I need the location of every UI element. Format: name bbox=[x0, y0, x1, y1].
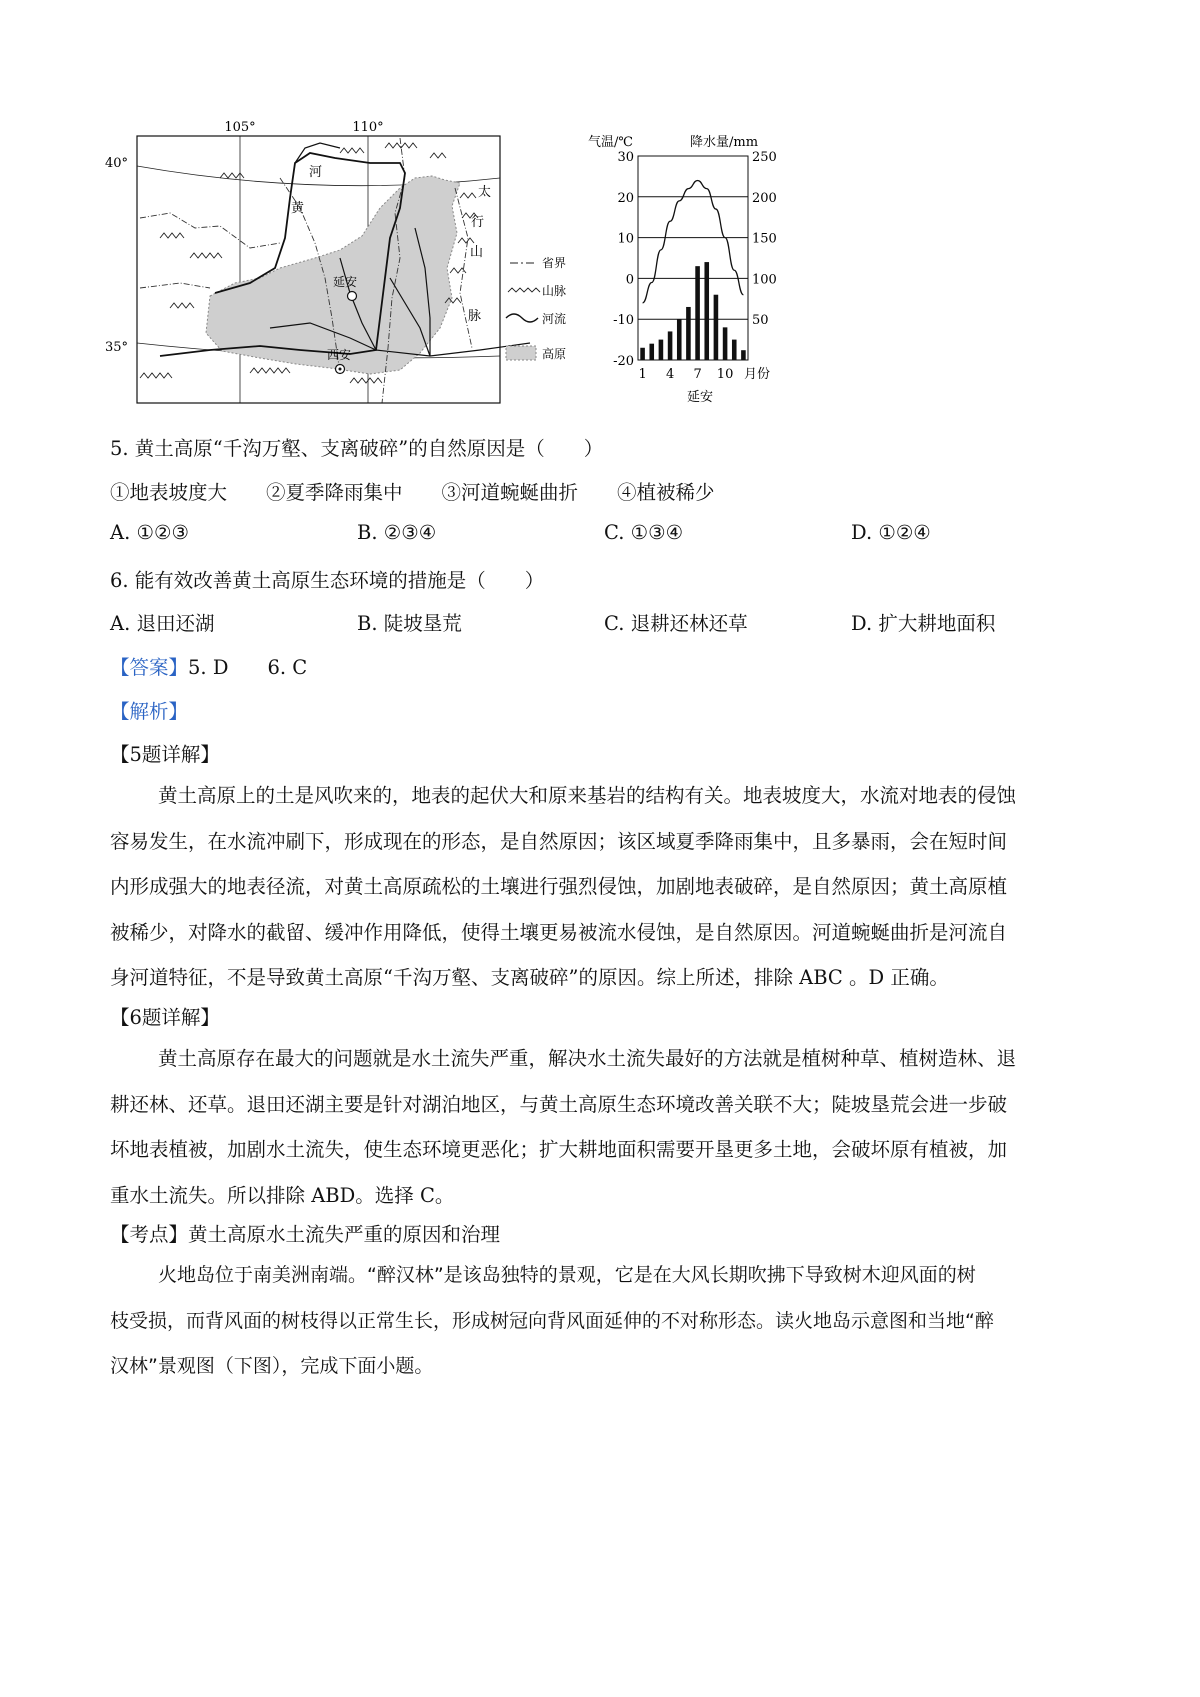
precipitation-bar bbox=[741, 350, 746, 360]
precipitation-bar bbox=[695, 266, 700, 360]
y-right-tick-label: 250 bbox=[752, 150, 777, 165]
y-right-tick-label: 200 bbox=[752, 190, 777, 206]
detail6-line-4: 重水土流失。所以排除 ABD。选择 C。 bbox=[110, 1183, 455, 1207]
precipitation-bar bbox=[723, 327, 728, 360]
detail5-line-3: 内形成强大的地表径流，对黄土高原疏松的土壤进行强烈侵蚀，加剧地表破碎，是自然原因；黄土高原植 bbox=[110, 875, 1008, 898]
yanan-climate-chart bbox=[588, 128, 800, 418]
precipitation-bar bbox=[714, 295, 719, 360]
city-label-yanan: 延安 bbox=[333, 275, 358, 289]
y-left-tick-label: -20 bbox=[613, 354, 634, 369]
y-right-axis-label: 降水量/mm bbox=[690, 135, 759, 150]
precipitation-bar bbox=[640, 348, 645, 360]
detail5-paragraph bbox=[110, 773, 1100, 1001]
q5-option-c[interactable]: C. ①③④ bbox=[604, 521, 684, 544]
precipitation-bar bbox=[677, 319, 682, 360]
x-tick-label: 4 bbox=[665, 367, 675, 382]
detail5-line-4: 被稀少，对降水的截留、缓冲作用降低，使得土壤更易被流水侵蚀，是自然原因。河道蜿蜒曲折是河流自 bbox=[110, 920, 1008, 944]
q5-option-a[interactable]: A. ①②③ bbox=[110, 521, 189, 544]
x-tick-label: 1 bbox=[638, 367, 647, 382]
q6-option-a[interactable]: A. 退田还湖 bbox=[110, 612, 215, 635]
y-left-tick-label: 20 bbox=[617, 190, 634, 206]
detail5-line-1: 黄土高原上的土是风吹来的，地表的起伏大和原来基岩的结构有关。地表坡度大，水流对地表的侵蚀 bbox=[158, 784, 1017, 807]
detail6-paragraph bbox=[110, 1036, 1100, 1218]
precipitation-bar bbox=[668, 331, 673, 360]
loess-plateau-map bbox=[100, 118, 567, 418]
intro-line-3: 汉林”景观图（下图），完成下面小题。 bbox=[110, 1355, 434, 1377]
label-shan: 山 bbox=[470, 245, 484, 260]
q6-option-d[interactable]: D. 扩大耕地面积 bbox=[851, 612, 996, 635]
legend-label-boundary: 省界 bbox=[542, 256, 567, 270]
legend-label-plateau: 高原 bbox=[542, 347, 567, 361]
detail6-line-1: 黄土高原存在最大的问题就是水土流失严重，解决水土流失最好的方法就是植树种草、植树造林、退 bbox=[158, 1047, 1017, 1070]
q6-option-b[interactable]: B. 陡坡垦荒 bbox=[357, 612, 462, 635]
q5-stem: 5. 黄土高原“千沟万壑、支离破碎”的自然原因是（ ） bbox=[110, 437, 604, 460]
river-icon bbox=[506, 314, 538, 322]
analysis-tag: 【解析】 bbox=[110, 700, 189, 723]
q5-option-b[interactable]: B. ②③④ bbox=[357, 521, 437, 544]
label-hang: 行 bbox=[471, 215, 485, 230]
mountain-icon bbox=[508, 288, 540, 292]
kaodian-line bbox=[110, 1219, 500, 1247]
intro-line-1: 火地岛位于南美洲南端。“醉汉林”是该岛独特的景观，它是在大风长期吹拂下导致树木迎风面的树 bbox=[158, 1264, 976, 1286]
detail5-title: 【5题详解】 bbox=[110, 743, 220, 766]
legend-label-mountain: 山脉 bbox=[542, 284, 567, 298]
label-tai: 太 bbox=[478, 185, 492, 200]
label-he: 河 bbox=[309, 165, 323, 180]
y-left-tick-label: -10 bbox=[613, 313, 634, 329]
q6-stem: 6. 能有效改善黄土高原生态环境的措施是（ ） bbox=[110, 569, 545, 592]
lat-label-40: 40° bbox=[105, 156, 129, 171]
q6-option-c[interactable]: C. 退耕还林还草 bbox=[604, 612, 748, 635]
y-left-axis-label: 气温/℃ bbox=[588, 135, 633, 150]
legend-label-river: 河流 bbox=[542, 312, 567, 326]
x-tick-label: 7 bbox=[693, 367, 702, 382]
answer-tag: 【答案】 bbox=[110, 656, 189, 679]
q5-items: ①地表坡度大 ②夏季降雨集中 ③河道蜿蜒曲折 ④植被稀少 bbox=[110, 481, 715, 504]
kaodian-text: 黄土高原水土流失严重的原因和治理 bbox=[188, 1223, 501, 1246]
label-huang: 黄 bbox=[291, 201, 305, 216]
detail6-line-3: 坏地表植被，加剧水土流失，使生态环境更恶化；扩大耕地面积需要开垦更多土地，会破坏原有植被，加 bbox=[110, 1138, 1008, 1161]
lon-label-105: 105° bbox=[224, 120, 256, 135]
precipitation-bar bbox=[659, 340, 664, 360]
y-left-tick-label: 0 bbox=[625, 272, 634, 288]
intro-line-2: 枝受损，而背风面的树枝得以正常生长，形成树冠向背风面延伸的不对称形态。读火地岛示意图和当地“醉 bbox=[110, 1309, 994, 1332]
detail5-line-5: 身河道特征，不是导致黄土高原“千沟万壑、支离破碎”的原因。综上所述，排除 ABC 。D 正确。 bbox=[110, 966, 949, 989]
precipitation-bar bbox=[649, 344, 654, 360]
intro-paragraph bbox=[110, 1253, 1100, 1390]
x-axis-unit-label: 月份 bbox=[744, 367, 771, 382]
precipitation-bar bbox=[686, 307, 691, 360]
temperature-curve bbox=[643, 180, 744, 302]
y-right-tick-label: 50 bbox=[752, 313, 769, 329]
detail6-title: 【6题详解】 bbox=[110, 1006, 220, 1029]
y-right-tick-label: 100 bbox=[752, 272, 777, 288]
lat-label-35: 35° bbox=[105, 340, 129, 355]
y-left-tick-label: 30 bbox=[617, 150, 634, 165]
kaodian-tag: 【考点】 bbox=[110, 1223, 189, 1246]
answer-line bbox=[110, 652, 307, 680]
lon-label-110: 110° bbox=[352, 120, 384, 135]
y-left-tick-label: 10 bbox=[617, 231, 634, 247]
x-tick-label: 10 bbox=[716, 367, 734, 382]
plot-frame bbox=[638, 156, 748, 360]
chart-title: 延安 bbox=[686, 390, 714, 405]
y-right-tick-label: 150 bbox=[752, 231, 777, 247]
answer-text: 5. D 6. C bbox=[188, 656, 308, 679]
precipitation-bar bbox=[704, 262, 709, 360]
detail6-line-2: 耕还林、还草。退田还湖主要是针对湖泊地区，与黄土高原生态环境改善关联不大；陡坡垦荒会进一步破 bbox=[110, 1092, 1008, 1116]
plateau-icon bbox=[506, 346, 536, 360]
detail5-line-2: 容易发生，在水流冲刷下，形成现在的形态，是自然原因；该区域夏季降雨集中，且多暴雨，会在短时间 bbox=[110, 829, 1008, 853]
label-mai: 脉 bbox=[468, 309, 482, 324]
city-label-xian: 西安 bbox=[327, 348, 352, 362]
q5-option-d[interactable]: D. ①②④ bbox=[851, 521, 931, 544]
precipitation-bar bbox=[732, 340, 737, 360]
